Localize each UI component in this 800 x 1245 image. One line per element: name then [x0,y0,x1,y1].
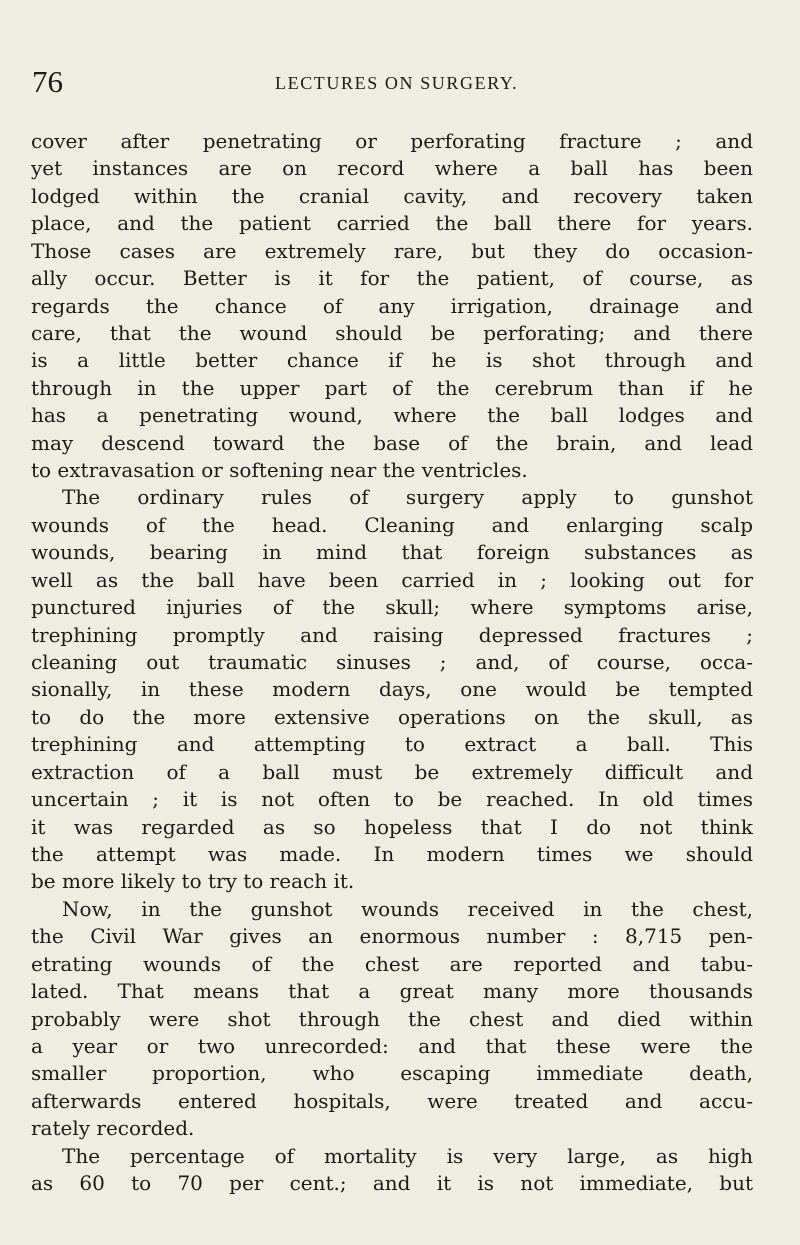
text-line: wounds of the head. Cleaning and enlarging scalp [31,512,753,537]
text-line: the Civil War gives an enormous number : 8,715 pen- [31,924,753,949]
text-line: uncertain ; it is not often to be reached. In old times [31,787,753,812]
text-line: the attempt was made. In modern times we should [31,841,753,866]
text-line: lodged within the cranial cavity, and recovery taken [31,183,753,208]
text-line: Those cases are extremely rare, but they do occasion- [31,238,753,263]
text-line: afterwards entered hospitals, were treated and accu- [31,1088,753,1113]
text-line: regards the chance of any irrigation, drainage and [31,293,753,318]
text-line: trephining and attempting to extract a ball. This [31,732,753,757]
text-line: etrating wounds of the chest are reported and tabu- [31,951,753,976]
text-line: cleaning out traumatic sinuses ; and, of course, occa- [31,650,753,675]
text-line: punctured injuries of the skull; where symptoms arise, [31,595,753,620]
running-title: LECTURES ON SURGERY. [275,73,519,93]
text-line: The percentage of mortality is very large, as high [62,1143,753,1168]
page-header [32,62,752,102]
text-line: as 60 to 70 per cent.; and it is not immediate, but [31,1171,753,1196]
page-number: 76 [32,64,63,99]
text-line: Now, in the gunshot wounds received in the chest, [62,896,753,921]
text-line: cover after penetrating or perforating fracture ; and [31,129,753,153]
text-line: ally occur. Better is it for the patient, of course, as [31,266,753,291]
text-line: probably were shot through the chest and died within [31,1006,753,1031]
text-line: be more likely to try to reach it. [31,869,355,894]
text-line: smaller proportion, who escaping immediate death, [31,1061,753,1086]
text-line: has a penetrating wound, where the ball lodges and [31,403,753,428]
text-line: may descend toward the base of the brain, and lead [31,430,753,455]
text-line: through in the upper part of the cerebrum than if he [31,375,753,400]
text-line: trephining promptly and raising depressed fractures ; [31,622,753,647]
text-line: a year or two unrecorded: and that these were the [31,1033,753,1058]
text-line: to extravasation or softening near the ventricles. [31,458,528,483]
body-text [31,128,753,1197]
text-line: yet instances are on record where a ball has been [31,156,753,181]
text-line: sionally, in these modern days, one would be tempted [31,677,753,702]
text-line: care, that the wound should be perforating; and there [31,320,753,345]
text-line: is a little better chance if he is shot through and [31,348,753,373]
text-line: it was regarded as so hopeless that I do not think [31,814,753,839]
text-line: rately recorded. [31,1116,195,1141]
text-line: The ordinary rules of surgery apply to gunshot [62,485,753,510]
text-line: wounds, bearing in mind that foreign substances as [31,540,753,565]
text-line: extraction of a ball must be extremely difficult and [31,759,753,784]
text-line: well as the ball have been carried in ; looking out for [31,567,753,592]
text-line: to do the more extensive operations on the skull, as [31,704,753,729]
text-line: lated. That means that a great many more thousands [31,979,753,1004]
text-line: place, and the patient carried the ball there for years. [31,211,753,236]
